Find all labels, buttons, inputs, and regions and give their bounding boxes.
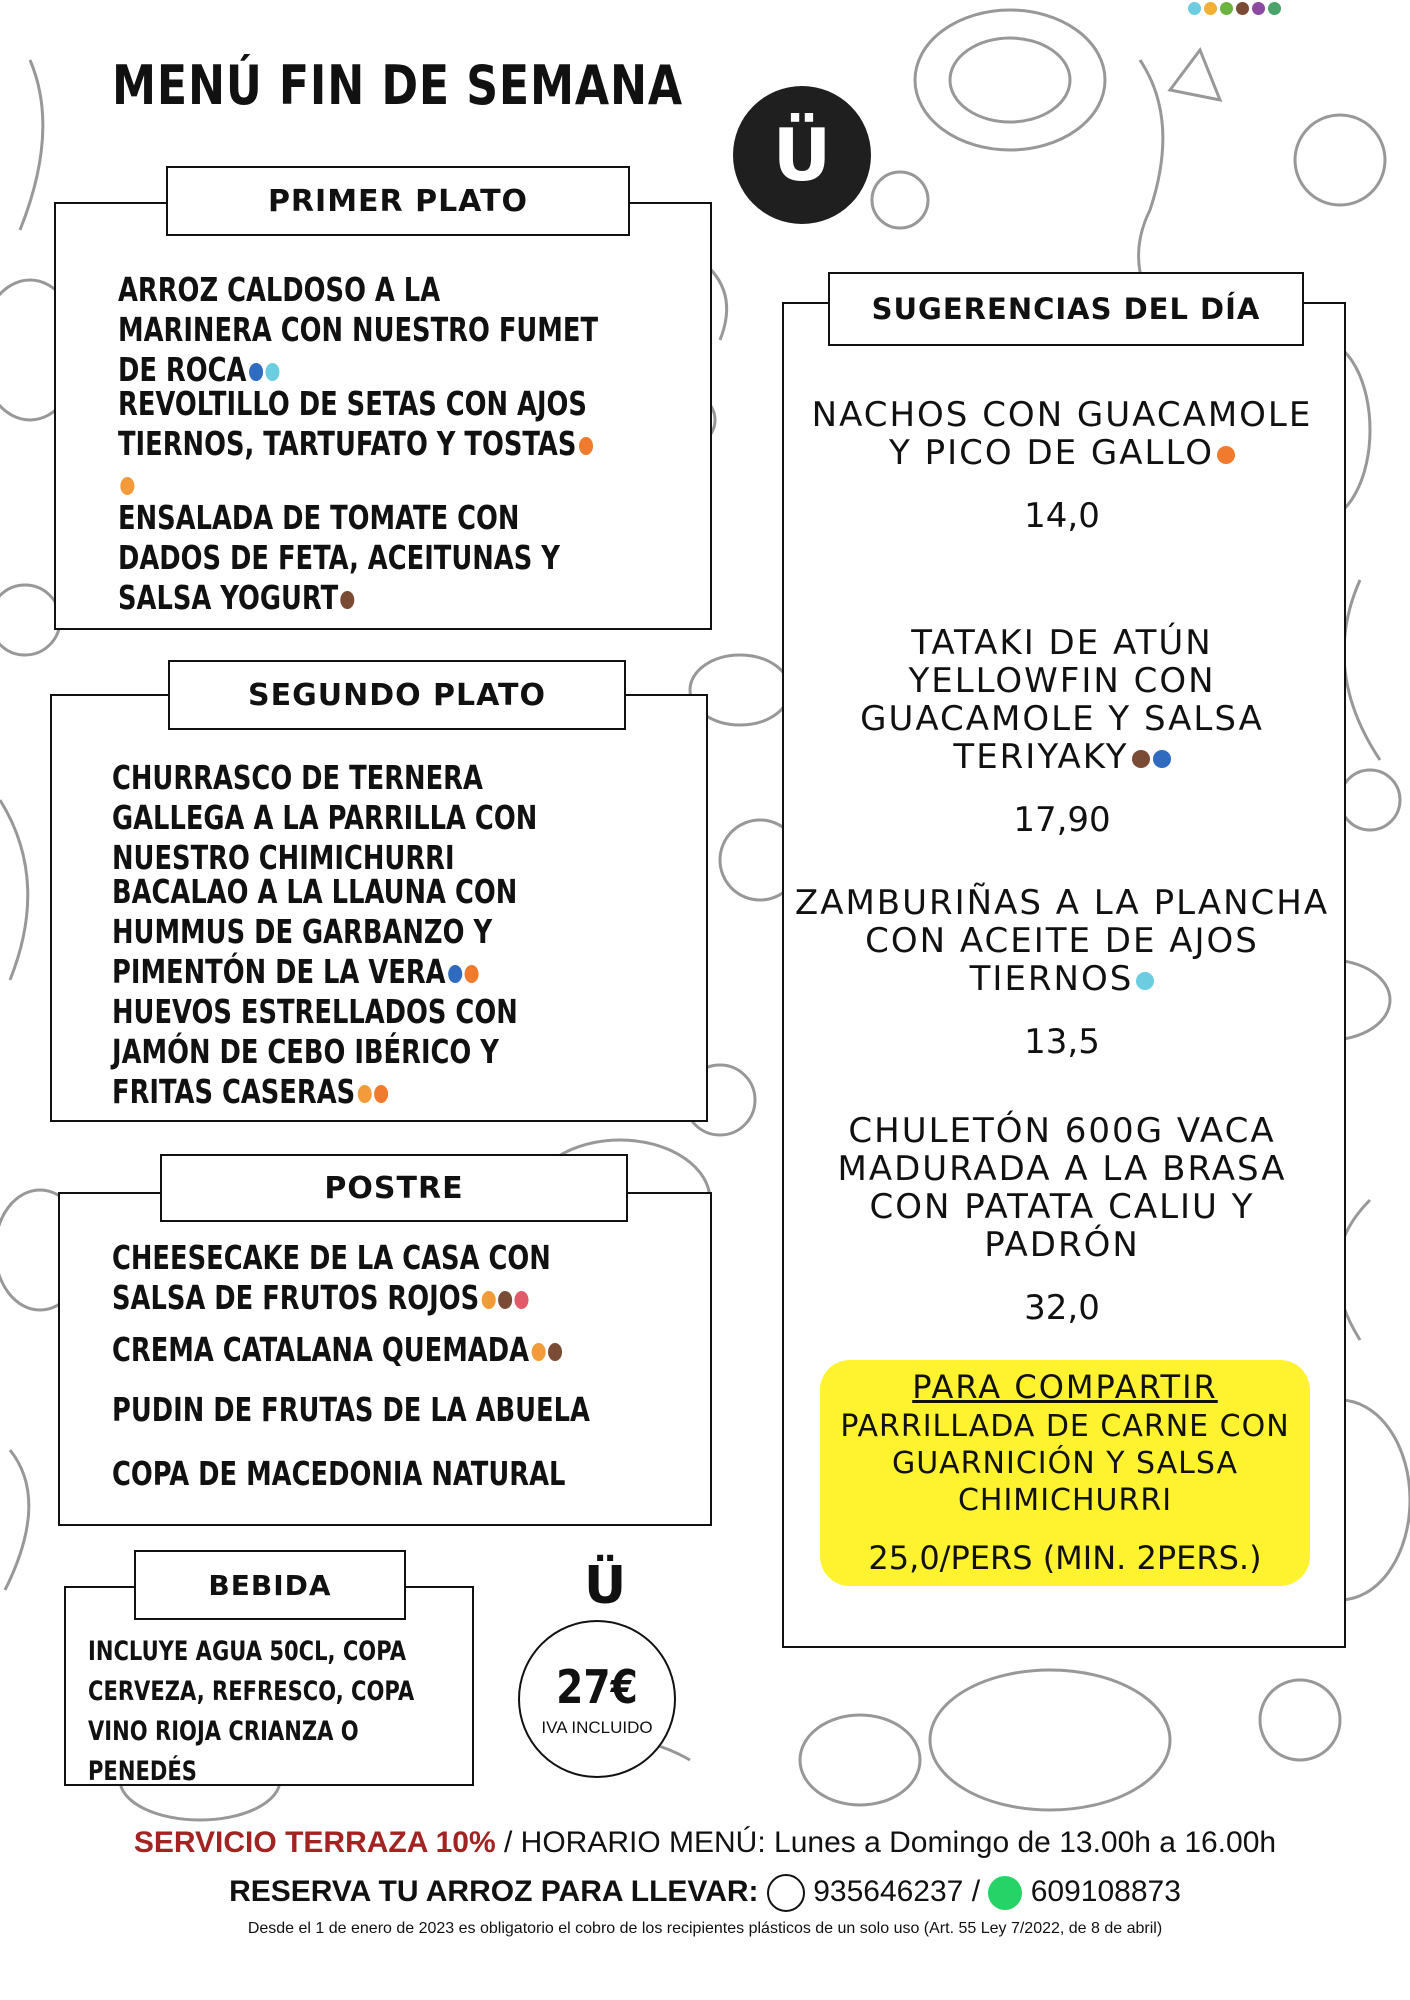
milk-allergen-icon xyxy=(340,591,354,609)
page-title: MENÚ FIN DE SEMANA xyxy=(112,54,683,117)
sulphite-allergen-icon xyxy=(1252,2,1265,15)
whatsapp-icon xyxy=(988,1876,1022,1910)
para-compartir-text: PARRILLADA DE CARNE CON GUARNICIÓN Y SALSA CHIMICHURRI xyxy=(840,1409,1290,1518)
postre-heading: POSTRE xyxy=(160,1154,628,1222)
milk-allergen-icon xyxy=(498,1291,512,1309)
para-compartir-highlight xyxy=(820,1360,1310,1586)
nuts-allergen-icon xyxy=(514,1291,528,1309)
gluten-allergen-icon xyxy=(579,437,593,455)
dish-item: COPA DE MACEDONIA NATURAL xyxy=(112,1454,566,1493)
suggestion-item xyxy=(782,396,1342,536)
price-note: IVA INCLUIDO xyxy=(541,1718,653,1737)
shellfish-allergen-icon xyxy=(265,363,279,381)
dish-item: CREMA CATALANA QUEMADA xyxy=(112,1330,596,1370)
milk-allergen-icon xyxy=(548,1343,562,1361)
menu-price: 27€ xyxy=(556,1660,638,1714)
celery-allergen-icon xyxy=(1220,2,1233,15)
mustard-allergen-icon xyxy=(1268,2,1281,15)
milk-allergen-icon xyxy=(1132,750,1150,768)
whatsapp-number[interactable]: 609108873 xyxy=(1030,1874,1181,1908)
footer-reservation-line xyxy=(0,1874,1410,1912)
sugerencias-heading: SUGERENCIAS DEL DÍA xyxy=(828,272,1304,346)
suggestion-name: ZAMBURIÑAS A LA PLANCHA CON ACEITE DE AJOS TIERNOS xyxy=(794,883,1330,999)
bebida-text: INCLUYE AGUA 50CL, COPA CERVEZA, REFRESCO, COPA VINO RIOJA CRIANZA O PENEDÉS xyxy=(88,1636,415,1787)
segundo-plato-box xyxy=(50,694,708,1122)
milk-allergen-icon xyxy=(1236,2,1249,15)
gluten-allergen-icon xyxy=(464,965,478,983)
suggestion-name: CHULETÓN 600G VACA MADURADA A LA BRASA CON PATATA CALIU Y PADRÓN xyxy=(837,1111,1287,1265)
legal-notice: Desde el 1 de enero de 2023 es obligatorio el cobro de los recipientes plásticos de un solo uso (Art. 55 Ley 7/2022, de 8 de abril) xyxy=(247,1920,1163,1937)
allergen-legend xyxy=(1188,2,1281,15)
suggestion-price: 13,5 xyxy=(1024,1022,1100,1062)
para-compartir-price: 25,0/PERS (MIN. 2PERS.) xyxy=(868,1539,1262,1577)
suggestion-price: 14,0 xyxy=(1024,496,1100,536)
primer-plato-heading: PRIMER PLATO xyxy=(166,166,630,236)
egg-allergen-icon xyxy=(120,477,134,495)
menu-hours: / HORARIO MENÚ: Lunes a Domingo de 13.00h a 16.00h xyxy=(504,1826,1277,1859)
suggestion-item xyxy=(782,624,1342,840)
suggestion-price: 17,90 xyxy=(1013,800,1111,840)
shellfish-allergen-icon xyxy=(1136,972,1154,990)
dish-item: ARROZ CALDOSO A LA MARINERA CON NUESTRO FUMET DE ROCA xyxy=(118,270,599,389)
bebida-heading: BEBIDA xyxy=(134,1550,406,1620)
egg-allergen-icon xyxy=(358,1085,372,1103)
dish-item: BACALAO A LA LLAUNA CON HUMMUS DE GARBANZO Y PIMENTÓN DE LA VERA xyxy=(112,872,518,991)
primer-plato-box xyxy=(54,202,712,630)
phone-number[interactable]: 935646237 xyxy=(813,1874,964,1908)
para-compartir-label: PARA COMPARTIR xyxy=(912,1368,1218,1406)
fish-allergen-icon xyxy=(448,965,462,983)
brand-mark: Ü xyxy=(578,1556,632,1616)
dish-item: PUDIN DE FRUTAS DE LA ABUELA xyxy=(112,1390,590,1429)
fish-allergen-icon xyxy=(1153,750,1171,768)
segundo-plato-heading: SEGUNDO PLATO xyxy=(168,660,626,730)
separator: / xyxy=(971,1874,981,1908)
gluten-allergen-icon xyxy=(1217,446,1235,464)
postre-box xyxy=(58,1192,712,1526)
suggestion-name: TATAKI DE ATÚN YELLOWFIN CON GUACAMOLE Y SALSA TERIYAKY xyxy=(860,623,1264,777)
phone-icon xyxy=(767,1874,805,1912)
fish-allergen-icon xyxy=(249,363,263,381)
gluten-allergen-icon xyxy=(374,1085,388,1103)
brand-logo: Ü xyxy=(733,86,871,224)
dish-item: REVOLTILLO DE SETAS CON AJOS TIERNOS, TARTUFATO Y TOSTAS xyxy=(118,384,602,504)
egg-allergen-icon xyxy=(481,1291,495,1309)
suggestion-item xyxy=(782,884,1342,1062)
menu-price-badge xyxy=(518,1620,676,1778)
reservation-label: RESERVA TU ARROZ PARA LLEVAR: xyxy=(229,1874,759,1908)
shellfish-allergen-icon xyxy=(1188,2,1201,15)
dish-item: CHURRASCO DE TERNERA GALLEGA A LA PARRILLA CON NUESTRO CHIMICHURRI xyxy=(112,758,538,877)
dish-item: HUEVOS ESTRELLADOS CON JAMÓN DE CEBO IBÉRICO Y FRITAS CASERAS xyxy=(112,992,518,1111)
suggestion-item xyxy=(782,1112,1342,1328)
dish-item: CHEESECAKE DE LA CASA CON SALSA DE FRUTOS ROJOS xyxy=(112,1238,551,1317)
suggestion-price: 32,0 xyxy=(1024,1288,1100,1328)
dish-item: ENSALADA DE TOMATE CON DADOS DE FETA, ACEITUNAS Y SALSA YOGURT xyxy=(118,498,560,617)
footer-service-line xyxy=(0,1826,1410,1860)
terraza-surcharge: SERVICIO TERRAZA 10% xyxy=(133,1826,496,1859)
egg-allergen-icon xyxy=(531,1343,545,1361)
egg-allergen-icon xyxy=(1204,2,1217,15)
suggestion-name: NACHOS CON GUACAMOLE Y PICO DE GALLO xyxy=(811,395,1313,473)
